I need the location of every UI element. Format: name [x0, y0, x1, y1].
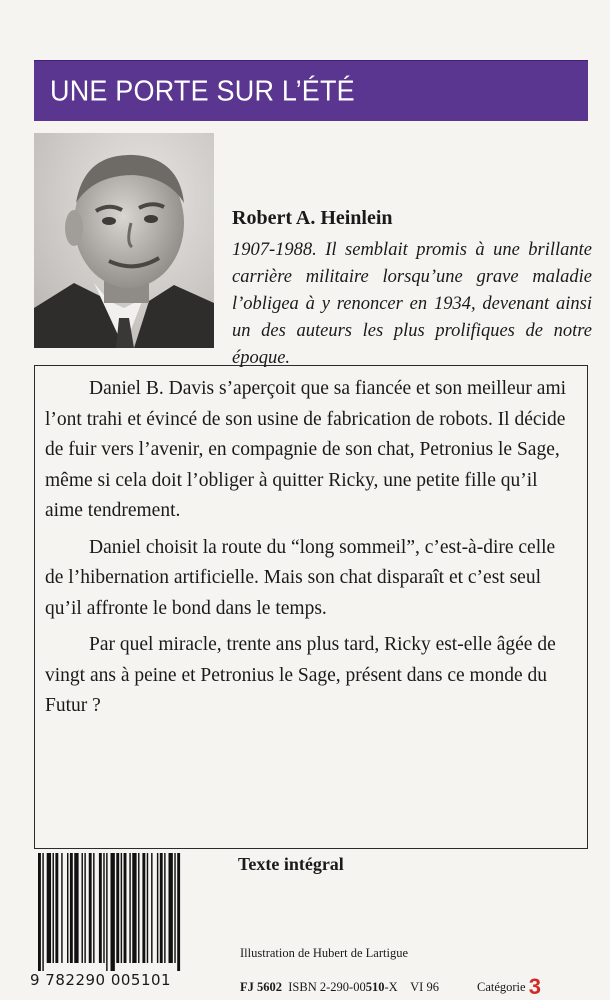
isbn-prefix: ISBN 2-290-00 [288, 980, 366, 994]
author-name: Robert A. Heinlein [232, 207, 393, 229]
author-portrait-icon [34, 133, 214, 348]
synopsis-paragraph: Daniel B. Davis s’aperçoit que sa fiancée et son meilleur ami l’ont trahi et évincé de son usine de fabrication de robots. Il décide de fuir vers l’avenir, en compagnie de son chat, Petronius le Sage, même si cela doit l’obliger à quitter Ricky, une petite fille qu’il aime tendrement. [45, 378, 567, 521]
author-photo [34, 133, 214, 348]
title-band [34, 60, 588, 121]
barcode-icon [34, 853, 231, 971]
publication-codes [240, 974, 600, 1000]
edition-code: VI 96 [410, 980, 439, 994]
synopsis-box [34, 365, 588, 849]
isbn-suffix: -X [384, 980, 398, 994]
synopsis-paragraph: Par quel miracle, trente ans plus tard, Ricky est-elle âgée de vingt ans à peine et Petronius le Sage, présent dans ce monde du Futur ? [45, 634, 556, 716]
barcode-digits: 9 782290 005101 [30, 971, 172, 989]
fj-code: FJ 5602 [240, 980, 283, 994]
categorie-number: 3 [528, 974, 541, 999]
synopsis-paragraph: Daniel choisit la route du “long sommeil”, c’est-à-dire celle de l’hibernation artificielle. Mais son chat disparaît et c’est seul qu’il affronte le bond dans le temps. [45, 536, 556, 619]
illustration-credit: Illustration de Hubert de Lartigue [240, 946, 408, 960]
categorie-label: Catégorie [476, 980, 526, 994]
texte-integral: Texte intégral [238, 854, 344, 874]
isbn-bold: 510 [365, 980, 385, 994]
author-bio: 1907-1988. Il semblait promis à une brillante carrière militaire lorsqu’une grave maladie l’obligea à y renoncer en 1934, devenant ainsi un des auteurs les plus prolifiques de notre époque. [232, 240, 592, 368]
book-title: UNE PORTE SUR L’ÉTÉ [50, 74, 355, 107]
